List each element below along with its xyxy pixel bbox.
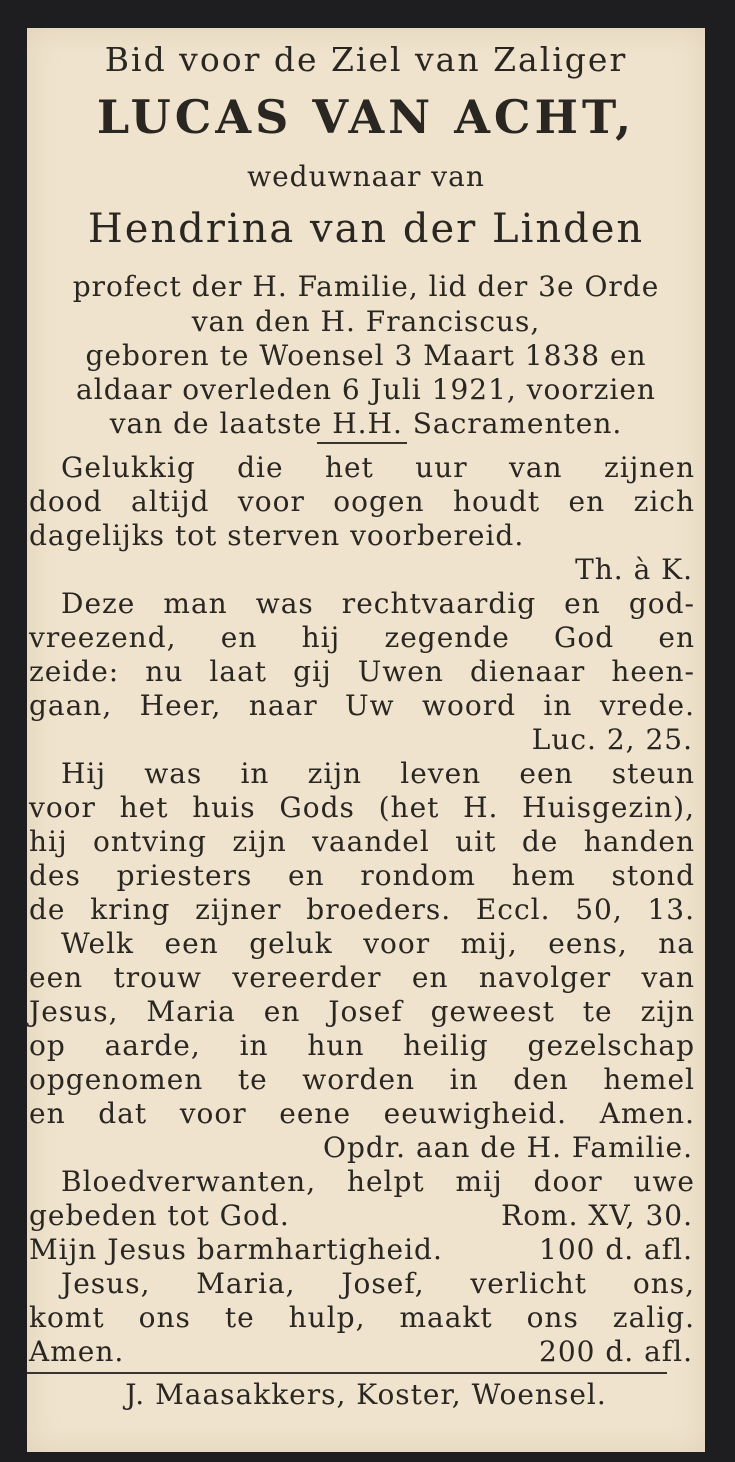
deceased-name: LUCAS VAN ACHT,: [96, 90, 636, 144]
prayer-indulgence: 200 d. afl.: [539, 1335, 693, 1368]
prayer-text: Mijn Jesus barmhartigheid.: [29, 1233, 443, 1266]
quote-line: gaan, Heer, naar Uw woord in vrede.: [29, 689, 695, 722]
quote-line: opgenomen te worden in den hemel: [29, 1063, 695, 1096]
quote-line: Deze man was rechtvaardig en god-: [61, 587, 695, 620]
quote-source: Opdr. aan de H. Familie.: [323, 1131, 693, 1164]
quote-line: voor het huis Gods (het H. Huisgezin),: [29, 791, 695, 824]
prayer-line: Jesus, Maria, Josef, verlicht ons,: [61, 1267, 695, 1300]
prayer-text: gebeden tot God.: [29, 1199, 290, 1232]
prayer-indulgence: 100 d. afl.: [539, 1233, 693, 1266]
quote-line: en dat voor eene eeuwigheid. Amen.: [29, 1097, 695, 1130]
quote-line: Welk een geluk voor mij, eens, na: [61, 927, 695, 960]
bio-line: geboren te Woensel 3 Maart 1838 en: [85, 339, 647, 372]
prayer-line: komt ons te hulp, maakt ons zalig.: [29, 1301, 695, 1334]
quote-line: dagelijks tot sterven voorbereid.: [29, 519, 525, 552]
quote-line: dood altijd voor oogen houdt en zich: [29, 485, 695, 518]
bio-line: van den H. Franciscus,: [191, 305, 541, 338]
quote-line: op aarde, in hun heilig gezelschap: [29, 1029, 695, 1062]
quote-line: Hij was in zijn leven een steun: [61, 757, 695, 790]
quote-line: hij ontving zijn vaandel uit de handen: [29, 825, 695, 858]
spouse-name: Hendrina van der Linden: [87, 206, 645, 252]
quote-line: de kring zijner broeders. Eccl. 50, 13.: [29, 893, 695, 926]
header-text: Bid voor de Ziel van Zaliger: [104, 40, 628, 79]
bio-line: aldaar overleden 6 Juli 1921, voorzien: [76, 373, 656, 406]
quote-line: des priesters en rondom hem stond: [29, 859, 695, 892]
separator-rule: [317, 442, 407, 444]
quote-source: Th. à K.: [575, 553, 693, 586]
prayer-text: Amen.: [29, 1335, 125, 1368]
bio-line: van de laatste H.H. Sacramenten.: [109, 407, 623, 440]
bio-line: profect der H. Familie, lid der 3e Orde: [72, 270, 660, 303]
quote-line: Jesus, Maria en Josef geweest te zijn: [29, 995, 695, 1028]
quote-line: een trouw vereerder en navolger van: [29, 961, 695, 994]
card-paper: [27, 28, 705, 1452]
footer-rule: [27, 1372, 667, 1374]
quote-line: zeide: nu laat gij Uwen dienaar heen-: [29, 655, 695, 688]
printer-credit: J. Maasakkers, Koster, Woensel.: [125, 1378, 607, 1411]
quote-line: vreezend, en hij zegende God en: [29, 621, 695, 654]
prayer-line: Bloedverwanten, helpt mij door uwe: [61, 1165, 695, 1198]
relation-text: weduwnaar van: [247, 160, 485, 193]
quote-source: Luc. 2, 25.: [531, 723, 693, 756]
quote-line: Gelukkig die het uur van zijnen: [61, 451, 695, 484]
prayer-source: Rom. XV, 30.: [501, 1199, 693, 1232]
